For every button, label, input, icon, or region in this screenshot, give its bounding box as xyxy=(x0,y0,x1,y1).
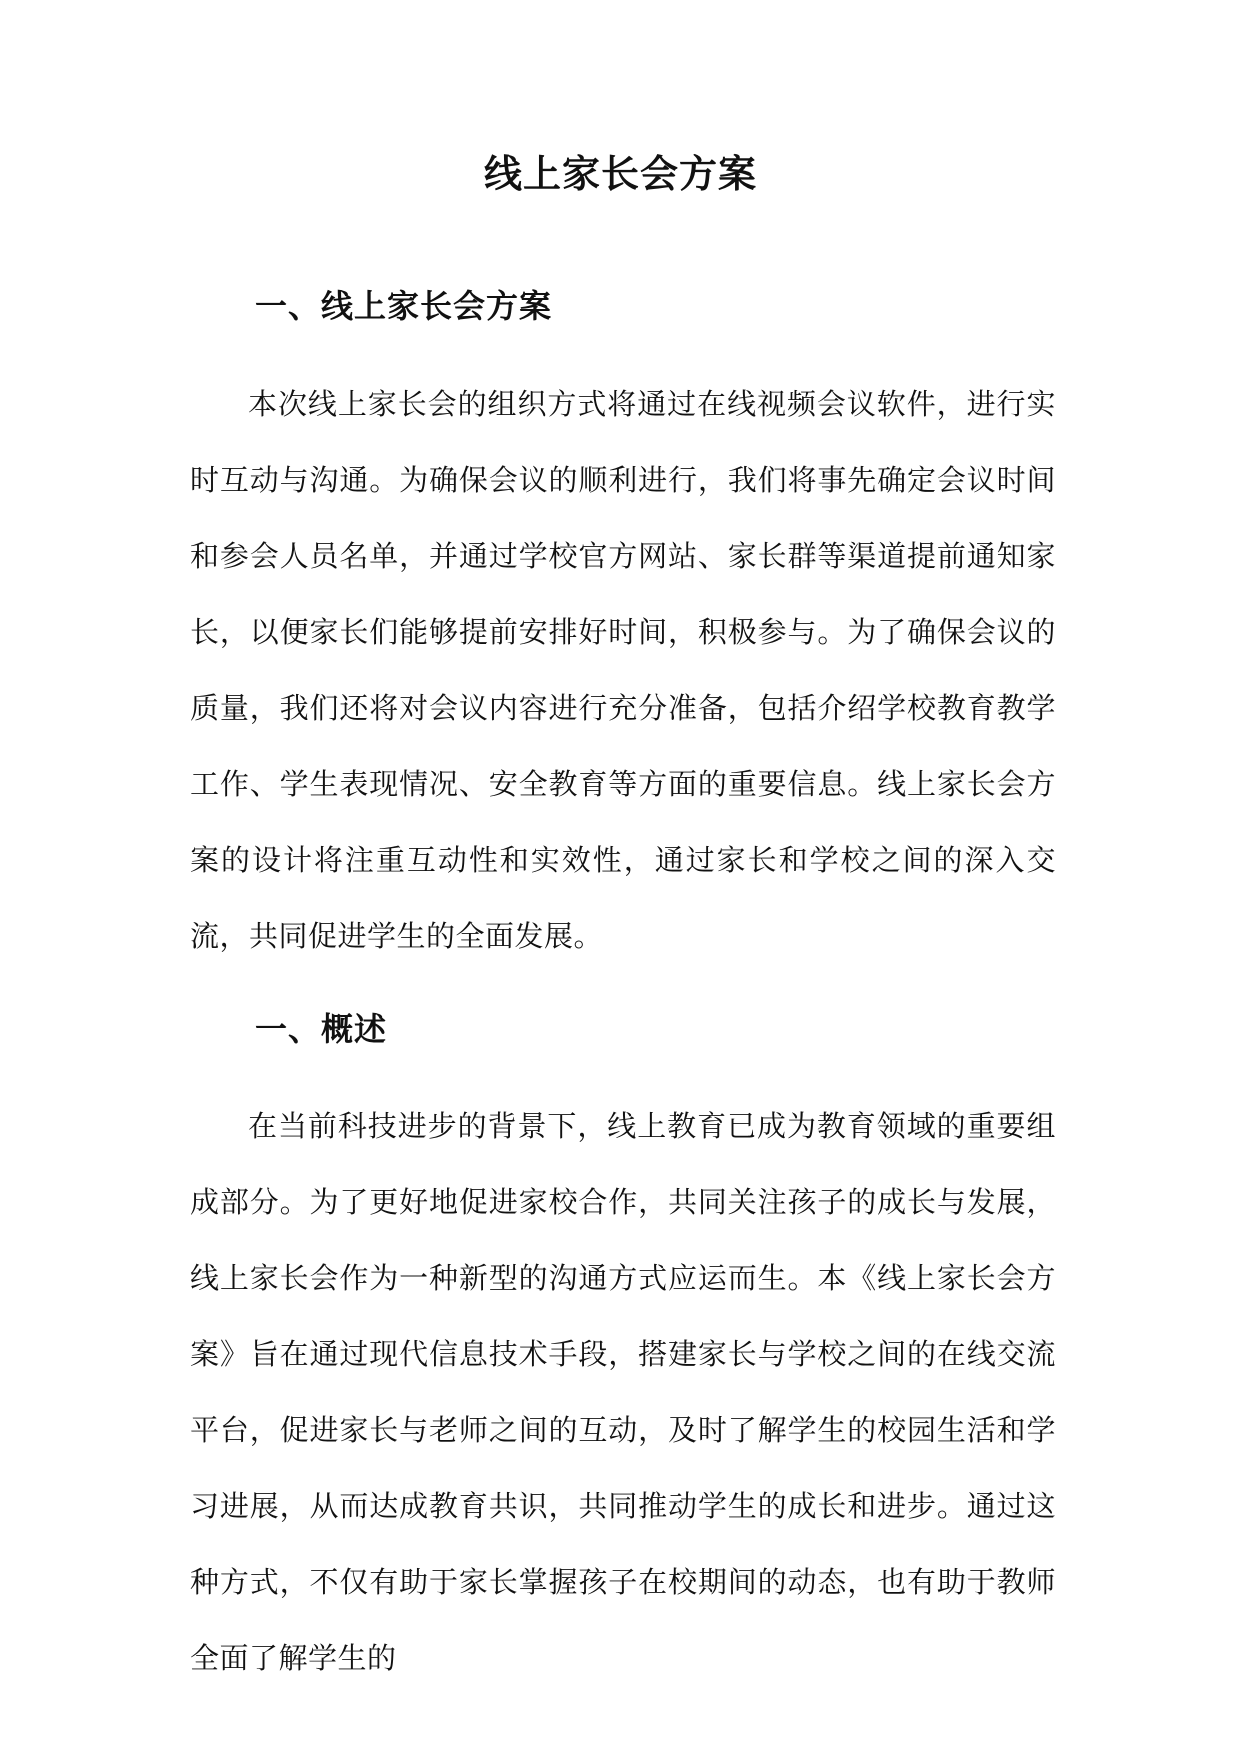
section-paragraph-plan: 本次线上家长会的组织方式将通过在线视频会议软件，进行实时互动与沟通。为确保会议的顺利进行，我们将事先确定会议时间和参会人员名单，并通过学校官方网站、家长群等渠道提前通知家长，以便家长们能够提前安排好时间，积极参与。为了确保会议的质量，我们还将对会议内容进行充分准备，包括介绍学校教育教学工作、学生表现情况、安全教育等方面的重要信息。线上家长会方案的设计将注重互动性和实效性，通过家长和学校之间的深入交流，共同促进学生的全面发展。 xyxy=(190,387,1056,953)
document-title: 线上家长会方案 xyxy=(483,151,757,196)
section-paragraph-overview: 在当前科技进步的背景下，线上教育已成为教育领域的重要组成部分。为了更好地促进家校合作，共同关注孩子的成长与发展，线上家长会作为一种新型的沟通方式应运而生。本《线上家长会方案》旨在通过现代信息技术手段，搭建家长与学校之间的在线交流平台，促进家长与老师之间的互动，及时了解学生的校园生活和学习进展，从而达成教育共识，共同推动学生的成长和进步。通过这种方式，不仅有助于家长掌握孩子在校期间的动态，也有助于教师全面了解学生的 xyxy=(190,1109,1056,1675)
section-heading-overview: 一、概述 xyxy=(255,1010,388,1048)
section-heading-plan: 一、线上家长会方案 xyxy=(255,287,553,325)
